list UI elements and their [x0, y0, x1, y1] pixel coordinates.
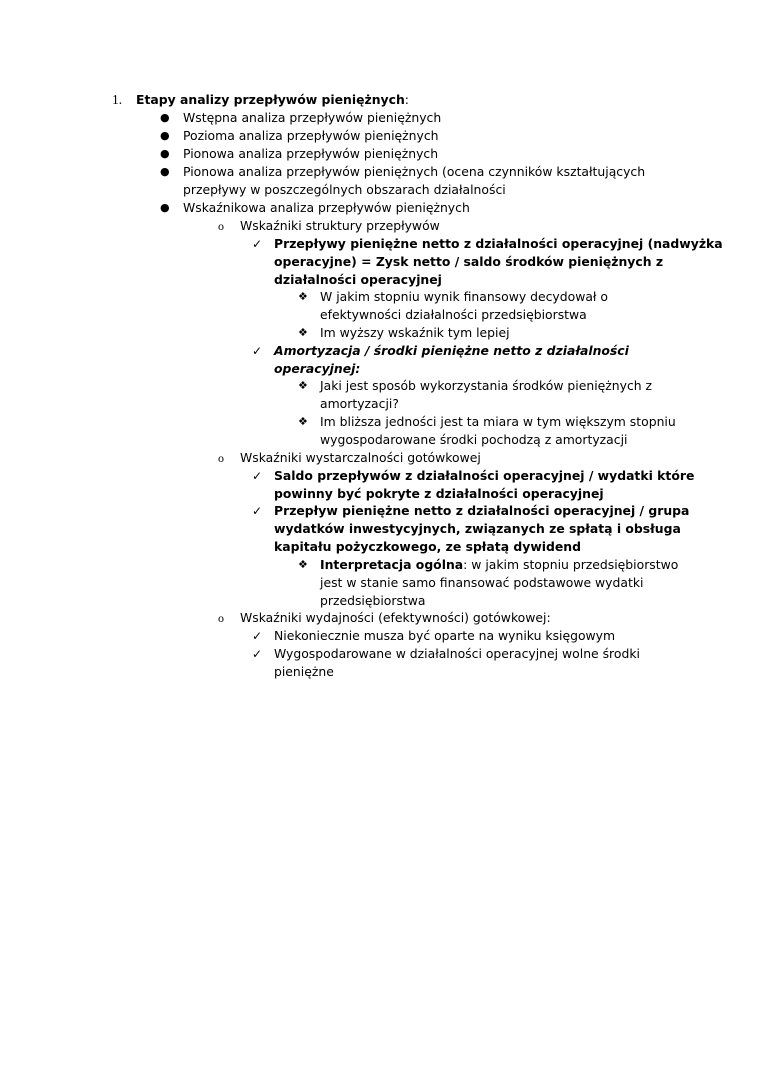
indicator-line: powinny być pokryte z działalności operacyjnej — [274, 486, 604, 501]
four-diamond-icon: ❖ — [298, 415, 308, 428]
indicator-line: kapitału pożyczkowego, ze spłatą dywidend — [274, 539, 581, 554]
subsection-title: Wskaźniki wystarczalności gotówkowej — [240, 450, 481, 465]
indicator-line: Saldo przepływów z działalności operacyjnej / wydatki które — [274, 468, 695, 483]
heading-title: Etapy analizy przepływów pieniężnych — [136, 92, 405, 107]
interpretation-line: jest w stanie samo finansować podstawowe wydatki — [320, 575, 644, 590]
indicator-line: Przepływ pieniężne netto z działalności operacyjnej / grupa — [274, 503, 690, 518]
bullet-dot-icon: ● — [160, 165, 170, 178]
stage-item: Pionowa analiza przepływów pieniężnych — [183, 146, 439, 161]
stage-item-line: Pionowa analiza przepływów pieniężnych (ocena czynników kształtujących — [183, 164, 646, 179]
section-heading — [136, 91, 409, 109]
four-diamond-icon: ❖ — [298, 326, 308, 339]
four-diamond-icon: ❖ — [298, 379, 308, 392]
interpretation-line: przedsiębiorstwa — [320, 593, 426, 608]
check-mark-icon: ✓ — [252, 629, 263, 643]
indicator-line: pieniężne — [274, 664, 334, 679]
hollow-circle-icon: o — [218, 451, 224, 465]
four-diamond-icon: ❖ — [298, 290, 308, 303]
bullet-dot-icon: ● — [160, 201, 170, 214]
heading-colon: : — [404, 92, 409, 107]
stage-item: Pozioma analiza przepływów pieniężnych — [183, 128, 439, 143]
subsection-title: Wskaźniki wydajności (efektywności) gotówkowej: — [240, 610, 551, 625]
hollow-circle-icon: o — [218, 611, 224, 625]
indicator-line: Wygospodarowane w działalności operacyjnej wolne środki — [274, 646, 640, 661]
indicator-line: Przepływy pieniężne netto z działalności operacyjnej (nadwyżka — [274, 236, 723, 251]
interpretation-text: : w jakim stopniu przedsiębiorstwo — [463, 557, 679, 572]
check-mark-icon: ✓ — [252, 237, 263, 251]
hollow-circle-icon: o — [218, 219, 224, 233]
indicator-line: operacyjnej: — [274, 361, 361, 376]
four-diamond-icon: ❖ — [298, 558, 308, 571]
subsection-title: Wskaźniki struktury przepływów — [240, 218, 440, 233]
note-line: Jaki jest sposób wykorzystania środków pieniężnych z — [320, 378, 653, 393]
interpretation-line — [320, 556, 678, 574]
indicator-line: działalności operacyjnej — [274, 272, 442, 287]
indicator-line: Niekoniecznie musza być oparte na wyniku księgowym — [274, 628, 616, 643]
indicator-line: wydatków inwestycyjnych, związanych ze spłatą i obsługa — [274, 521, 681, 536]
stage-item-line: przepływy w poszczególnych obszarach działalności — [183, 182, 506, 197]
note-line: efektywności działalności przedsiębiorstwa — [320, 307, 587, 322]
stage-item: Wstępna analiza przepływów pieniężnych — [183, 110, 442, 125]
check-mark-icon: ✓ — [252, 647, 263, 661]
bullet-dot-icon: ● — [160, 129, 170, 142]
note-line: amortyzacji? — [320, 396, 399, 411]
note-line: W jakim stopniu wynik finansowy decydował o — [320, 289, 608, 304]
note-line: Im bliższa jedności jest ta miara w tym większym stopniu — [320, 414, 676, 429]
check-mark-icon: ✓ — [252, 504, 263, 518]
stage-item: Wskaźnikowa analiza przepływów pieniężnych — [183, 200, 470, 215]
check-mark-icon: ✓ — [252, 344, 263, 358]
check-mark-icon: ✓ — [252, 469, 263, 483]
note-line: Im wyższy wskaźnik tym lepiej — [320, 325, 510, 340]
bullet-dot-icon: ● — [160, 111, 170, 124]
interpretation-label: Interpretacja ogólna — [320, 557, 464, 572]
bullet-dot-icon: ● — [160, 147, 170, 160]
indicator-line: operacyjne) = Zysk netto / saldo środków pieniężnych z — [274, 254, 664, 269]
indicator-line: Amortyzacja / środki pieniężne netto z działalności — [274, 343, 629, 358]
list-number: 1. — [112, 92, 123, 107]
note-line: wygospodarowane środki pochodzą z amortyzacji — [320, 432, 628, 447]
